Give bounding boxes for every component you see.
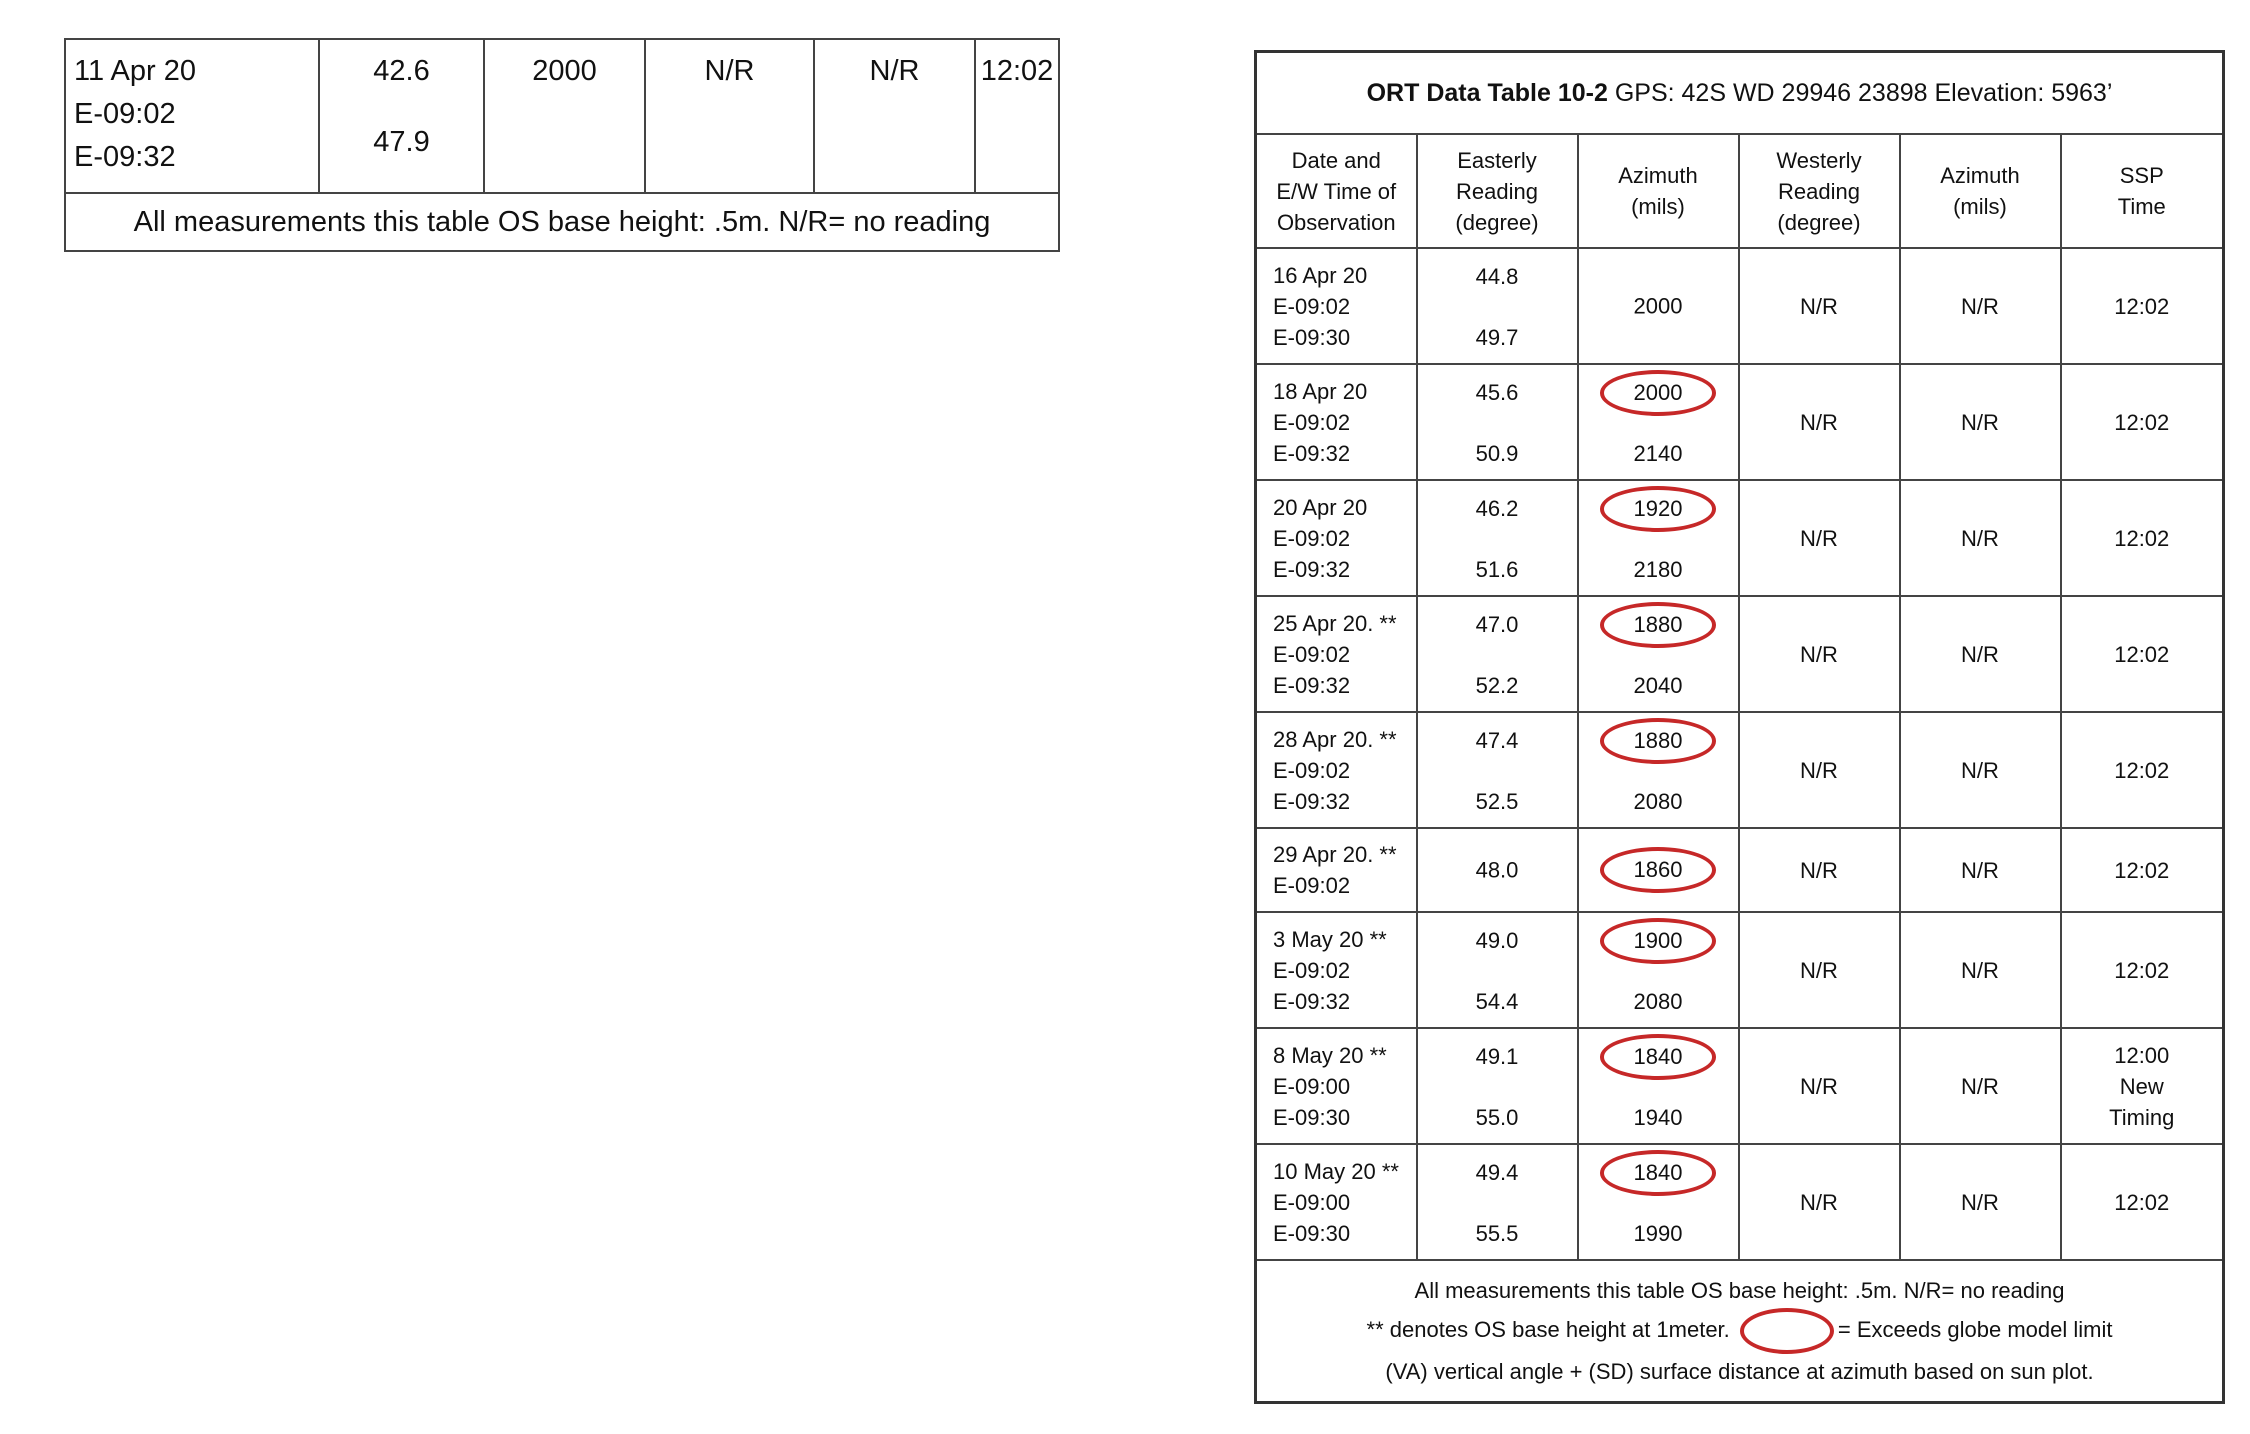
column-header-line: Reading bbox=[1456, 178, 1538, 204]
easterly-value: 50.9 bbox=[1475, 441, 1519, 466]
azimuth2-cell: N/R bbox=[1900, 1144, 2061, 1260]
date-cell bbox=[1256, 1144, 1417, 1260]
ssp-line: New bbox=[2119, 1073, 2164, 1099]
time-line: E-09:02 bbox=[1273, 873, 1351, 898]
table-footer-row bbox=[65, 193, 1059, 251]
date-cell bbox=[1256, 364, 1417, 480]
column-header-line: (mils) bbox=[1631, 194, 1685, 219]
easterly-value: 52.5 bbox=[1475, 789, 1519, 814]
date-line: 29 Apr 20. ** bbox=[1273, 842, 1397, 867]
easterly-value: 45.6 bbox=[1475, 380, 1519, 405]
easterly-value: 47.0 bbox=[1475, 612, 1519, 637]
time-line: E-09:00 bbox=[1273, 1189, 1351, 1215]
easterly-value: 51.6 bbox=[1475, 557, 1519, 582]
time-line: E-09:32 bbox=[1273, 556, 1351, 582]
azimuth-value: 2080 bbox=[1633, 789, 1683, 814]
azimuth-cell bbox=[1578, 912, 1739, 1028]
azimuth-value: 2180 bbox=[1633, 557, 1683, 582]
westerly-cell: N/R bbox=[1739, 480, 1900, 596]
time-line: E-09:02 bbox=[74, 98, 176, 130]
westerly-cell: N/R bbox=[1739, 1144, 1900, 1260]
westerly-cell: N/R bbox=[1739, 712, 1900, 828]
table-body bbox=[1256, 248, 2224, 1260]
easterly-cell bbox=[1417, 364, 1578, 480]
westerly-cell: N/R bbox=[1739, 364, 1900, 480]
table-row bbox=[1256, 1028, 2224, 1144]
time-line: E-09:00 bbox=[1273, 1073, 1351, 1099]
azimuth-value: 2140 bbox=[1633, 441, 1683, 466]
easterly-cell bbox=[319, 39, 484, 193]
left-data-table bbox=[64, 38, 1060, 252]
westerly-cell: N/R bbox=[1739, 1028, 1900, 1144]
date-line: 18 Apr 20 bbox=[1273, 378, 1368, 404]
date-cell bbox=[1256, 480, 1417, 596]
footer-line-1: All measurements this table OS base height: .5m. N/R= no reading bbox=[1414, 1278, 2065, 1303]
column-header-line: Azimuth bbox=[1618, 163, 1698, 188]
footer-line-3: (VA) vertical angle + (SD) surface distance at azimuth based on sun plot. bbox=[1385, 1359, 2094, 1384]
ssp-line: 12:02 bbox=[2114, 957, 2170, 983]
easterly-value: 42.6 bbox=[373, 55, 430, 87]
westerly-cell: N/R bbox=[1739, 828, 1900, 912]
easterly-cell bbox=[1417, 828, 1578, 912]
azimuth-cell: 2000 bbox=[484, 39, 645, 193]
ssp-line: 12:02 bbox=[2114, 641, 2170, 667]
column-header-line: Azimuth bbox=[1940, 163, 2020, 188]
ssp-cell bbox=[2061, 480, 2224, 596]
ssp-cell bbox=[2061, 1144, 2224, 1260]
azimuth2-cell: N/R bbox=[1900, 248, 2061, 364]
azimuth-value: 2040 bbox=[1633, 673, 1683, 698]
column-header-line: Reading bbox=[1778, 178, 1860, 204]
easterly-cell bbox=[1417, 248, 1578, 364]
column-header-line: (degree) bbox=[1455, 209, 1539, 235]
ssp-line: Timing bbox=[2109, 1104, 2175, 1130]
easterly-value: 47.9 bbox=[373, 126, 430, 158]
azimuth-cell bbox=[1578, 1028, 1739, 1144]
date-line: 20 Apr 20 bbox=[1273, 494, 1368, 520]
column-header-line: Time bbox=[2117, 194, 2166, 219]
easterly-value: 54.4 bbox=[1475, 989, 1519, 1014]
easterly-cell bbox=[1417, 1028, 1578, 1144]
time-line: E-09:32 bbox=[74, 141, 176, 173]
westerly-cell: N/R bbox=[1739, 248, 1900, 364]
date-cell bbox=[65, 39, 319, 193]
easterly-cell bbox=[1417, 1144, 1578, 1260]
azimuth2-cell: N/R bbox=[1900, 828, 2061, 912]
time-line: E-09:30 bbox=[1273, 1220, 1351, 1246]
time-line: E-09:30 bbox=[1273, 324, 1351, 350]
table-header-row bbox=[1256, 134, 2224, 248]
table-title-row bbox=[1256, 52, 2224, 135]
ssp-cell: 12:02 bbox=[975, 39, 1059, 193]
time-line: E-09:32 bbox=[1273, 988, 1351, 1014]
time-line: E-09:02 bbox=[1273, 525, 1351, 551]
circled-azimuth-value: 1860 bbox=[1600, 847, 1717, 893]
azimuth-value: 1990 bbox=[1633, 1221, 1683, 1246]
footer-line-2 bbox=[1257, 1308, 2222, 1354]
westerly-cell: N/R bbox=[1739, 596, 1900, 712]
easterly-value: 52.2 bbox=[1475, 673, 1519, 698]
table-row bbox=[1256, 912, 2224, 1028]
date-line: 11 Apr 20 bbox=[74, 55, 197, 87]
column-header-line: (degree) bbox=[1777, 209, 1861, 235]
azimuth2-cell: N/R bbox=[1900, 912, 2061, 1028]
date-line: 25 Apr 20. ** bbox=[1273, 610, 1397, 636]
ssp-cell bbox=[2061, 912, 2224, 1028]
table-title-bold: ORT Data Table 10-2 bbox=[1366, 78, 1608, 107]
easterly-value: 49.1 bbox=[1475, 1044, 1519, 1069]
easterly-cell bbox=[1417, 712, 1578, 828]
time-line: E-09:02 bbox=[1273, 409, 1351, 435]
azimuth-cell bbox=[1578, 1144, 1739, 1260]
time-line: E-09:02 bbox=[1273, 641, 1351, 667]
ssp-line: 12:02 bbox=[2114, 1189, 2170, 1215]
azimuth2-cell: N/R bbox=[1900, 480, 2061, 596]
time-line: E-09:02 bbox=[1273, 757, 1351, 783]
ssp-line: 12:02 bbox=[2114, 857, 2170, 883]
easterly-cell bbox=[1417, 912, 1578, 1028]
azimuth-cell bbox=[1578, 248, 1739, 364]
ssp-cell bbox=[2061, 364, 2224, 480]
column-header bbox=[1256, 134, 1417, 248]
ssp-line: 12:02 bbox=[2114, 409, 2170, 435]
date-line: 28 Apr 20. ** bbox=[1273, 726, 1397, 752]
ssp-cell bbox=[2061, 712, 2224, 828]
date-cell bbox=[1256, 912, 1417, 1028]
azimuth-cell bbox=[1578, 596, 1739, 712]
circled-azimuth-value: 1880 bbox=[1600, 602, 1717, 648]
circled-azimuth-value: 1920 bbox=[1600, 486, 1717, 532]
table-row bbox=[1256, 364, 2224, 480]
azimuth-value: 2000 bbox=[1633, 293, 1683, 319]
easterly-value: 55.5 bbox=[1475, 1221, 1519, 1246]
easterly-value: 49.0 bbox=[1475, 928, 1519, 953]
azimuth-value: 2080 bbox=[1633, 989, 1683, 1014]
table-footer bbox=[1256, 1260, 2224, 1403]
table-row bbox=[1256, 248, 2224, 364]
time-line: E-09:32 bbox=[1273, 788, 1351, 814]
table-row bbox=[1256, 1144, 2224, 1260]
easterly-value: 48.0 bbox=[1475, 857, 1519, 883]
date-line: 16 Apr 20 bbox=[1273, 262, 1368, 288]
column-header-line: Observation bbox=[1276, 209, 1396, 235]
red-oval-legend-icon bbox=[1740, 1308, 1834, 1354]
azimuth-cell bbox=[1578, 712, 1739, 828]
easterly-value: 47.4 bbox=[1475, 728, 1519, 753]
column-header-line: Westerly bbox=[1776, 147, 1862, 173]
column-header bbox=[2061, 134, 2224, 248]
azimuth-cell bbox=[1578, 480, 1739, 596]
azimuth-cell bbox=[1578, 364, 1739, 480]
date-line: 3 May 20 ** bbox=[1273, 926, 1387, 952]
table-footer-row bbox=[1256, 1260, 2224, 1403]
azimuth2-cell: N/R bbox=[1900, 364, 2061, 480]
easterly-value: 46.2 bbox=[1475, 496, 1519, 521]
circled-azimuth-value: 1880 bbox=[1600, 718, 1717, 764]
easterly-value: 44.8 bbox=[1475, 264, 1519, 289]
footer-base-note: ** denotes OS base height at 1meter. bbox=[1366, 1316, 1730, 1342]
column-header-line: Date and bbox=[1291, 147, 1381, 173]
azimuth-cell bbox=[1578, 828, 1739, 912]
azimuth2-cell: N/R bbox=[1900, 1028, 2061, 1144]
westerly-cell: N/R bbox=[645, 39, 814, 193]
column-header bbox=[1578, 134, 1739, 248]
circled-azimuth-value: 1840 bbox=[1600, 1034, 1717, 1080]
easterly-value: 49.7 bbox=[1475, 325, 1519, 350]
easterly-value: 55.0 bbox=[1475, 1105, 1519, 1130]
date-cell bbox=[1256, 248, 1417, 364]
table-footer: All measurements this table OS base height: .5m. N/R= no reading bbox=[65, 193, 1059, 251]
table-title bbox=[1256, 52, 2224, 135]
table-row bbox=[1256, 480, 2224, 596]
date-line: 8 May 20 ** bbox=[1273, 1042, 1387, 1068]
azimuth-value: 1940 bbox=[1633, 1105, 1683, 1130]
time-line: E-09:02 bbox=[1273, 957, 1351, 983]
azimuth2-cell: N/R bbox=[814, 39, 975, 193]
ort-data-table bbox=[1254, 50, 2225, 1404]
table-row bbox=[1256, 712, 2224, 828]
ssp-line: 12:02 bbox=[2114, 293, 2170, 319]
column-header bbox=[1739, 134, 1900, 248]
azimuth2-cell: N/R bbox=[1900, 712, 2061, 828]
easterly-value: 49.4 bbox=[1475, 1160, 1519, 1185]
column-header-line: (mils) bbox=[1953, 194, 2007, 219]
ssp-cell bbox=[2061, 1028, 2224, 1144]
table-row bbox=[1256, 596, 2224, 712]
westerly-cell: N/R bbox=[1739, 912, 1900, 1028]
easterly-cell bbox=[1417, 596, 1578, 712]
column-header bbox=[1417, 134, 1578, 248]
date-cell bbox=[1256, 828, 1417, 912]
date-line: 10 May 20 ** bbox=[1273, 1158, 1399, 1184]
time-line: E-09:02 bbox=[1273, 293, 1351, 319]
table-row bbox=[1256, 828, 2224, 912]
table-row bbox=[65, 39, 1059, 193]
easterly-cell bbox=[1417, 480, 1578, 596]
ssp-cell bbox=[2061, 596, 2224, 712]
azimuth2-cell: N/R bbox=[1900, 596, 2061, 712]
column-header bbox=[1900, 134, 2061, 248]
ssp-line: 12:00 bbox=[2114, 1042, 2170, 1068]
footer-oval-note: = Exceeds globe model limit bbox=[1837, 1316, 2113, 1342]
ssp-cell bbox=[2061, 248, 2224, 364]
time-line: E-09:32 bbox=[1273, 672, 1351, 698]
time-line: E-09:30 bbox=[1273, 1104, 1351, 1130]
column-header-line: E/W Time of bbox=[1276, 178, 1397, 204]
column-header-line: Easterly bbox=[1457, 147, 1537, 173]
ssp-line: 12:02 bbox=[2114, 757, 2170, 783]
date-cell bbox=[1256, 596, 1417, 712]
circled-azimuth-value: 2000 bbox=[1600, 370, 1717, 416]
column-header-line: SSP bbox=[2119, 163, 2164, 188]
ssp-cell bbox=[2061, 828, 2224, 912]
ssp-line: 12:02 bbox=[2114, 525, 2170, 551]
circled-azimuth-value: 1900 bbox=[1600, 918, 1717, 964]
date-cell bbox=[1256, 712, 1417, 828]
time-line: E-09:32 bbox=[1273, 440, 1351, 466]
table-title-gps: GPS: 42S WD 29946 23898 Elevation: 5963’ bbox=[1607, 78, 2113, 107]
date-cell bbox=[1256, 1028, 1417, 1144]
circled-azimuth-value: 1840 bbox=[1600, 1150, 1717, 1196]
